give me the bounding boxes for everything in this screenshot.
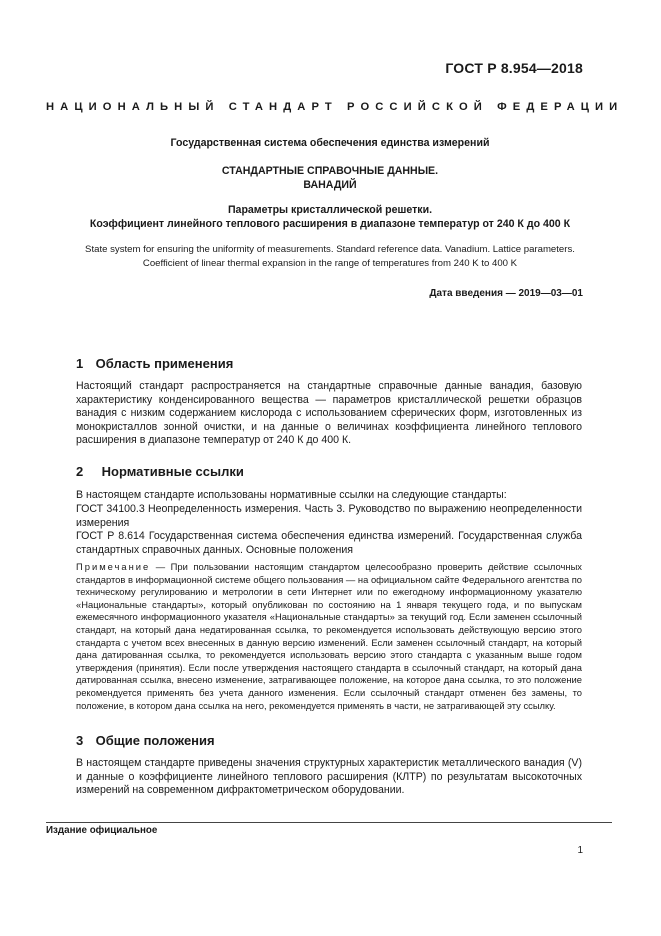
english-title-line-1: State system for ensuring the uniformity of measurements. Standard reference data. Vanadium. Lattice parameters. [85,244,575,255]
sub-title-line-2: Коэффициент линейного теплового расширения в диапазоне температур от 240 К до 400 К [89,218,571,230]
sub-title-line-1: Параметры кристаллической решетки. [227,204,433,216]
introduction-date: Дата введения — 2019—03—01 [429,288,583,299]
system-title: Государственная система обеспечения единства измерений [170,137,490,149]
footer-divider [46,822,612,823]
section-2-number: 2 [76,464,84,479]
sub-title [40,203,620,231]
section-1-heading [76,356,233,371]
reference-gost-34100-3: ГОСТ 34100.3 Неопределенность измерения. Часть 3. Руководство по выражению неопределенности измерения [76,503,582,529]
main-title-line-2: ВАНАДИЙ [303,179,357,191]
main-title-line-1: СТАНДАРТНЫЕ СПРАВОЧНЫЕ ДАННЫЕ. [221,165,439,177]
page-number: 1 [577,845,583,856]
document-code: ГОСТ Р 8.954—2018 [445,60,583,76]
section-3-text: В настоящем стандарте приведены значения структурных характеристик металлического ванадия (V) и данные о коэффициенте линейного теплового расширения (КЛТР) по результатам высокоточных измерений на современном дифрактометрическом оборудовании. [76,757,582,797]
main-title [40,164,620,192]
section-1-text [76,380,582,448]
section-2-title: Нормативные ссылки [101,464,244,479]
official-edition-label: Издание официальное [46,825,158,836]
section-3-number: 3 [76,733,84,748]
section-1-paragraph: Настоящий стандарт распространяется на стандартные справочные данные ванадия, базовую характеристику конденсированного вещества — параметров кристаллической решетки образцов ванадия с низким содержанием кислорода с использованием сферических форм, изготовленных из монокристаллов зонной очистки, и на данные о величинах коэффициента линейного теплового расширения в диапазоне температур от 240 К до 400 К. [76,380,582,447]
national-standard-banner: НАЦИОНАЛЬНЫЙ СТАНДАРТ РОССИЙСКОЙ ФЕДЕРАЦИИ [46,101,624,113]
section-2-note [76,561,582,712]
section-1-title: Область применения [95,356,234,371]
section-2-intro: В настоящем стандарте использованы нормативные ссылки на следующие стандарты: [76,489,507,501]
section-1-number: 1 [76,356,84,371]
reference-gost-r-8-614: ГОСТ Р 8.614 Государственная система обеспечения единства измерений. Государственная служба стандартных справочных данных. Основные положения [76,530,582,556]
english-title [40,243,620,270]
section-3-heading [76,733,215,748]
section-2-heading [76,464,244,479]
english-title-line-2: Coefficient of linear thermal expansion in the range of temperatures from 240 K to 400 K [142,257,518,269]
note-text: — При пользовании настоящим стандартом целесообразно проверить действие ссылочных стандартов в информационной системе общего пользования — на официальном сайте Федерального агентства по техническому регулированию и метрологии в сети Интернет или по ежегодному информационному указателю «Национальные стандарты», который опубликован по состоянию на 1 января текущего года, и по выпускам ежемесячного информационного указателя «Национальные стандарты» за текущий год. Если заменен ссылочный стандарт, на который дана недатированная ссылка, то рекомендуется использовать действующую версию этого стандарта с учетом всех внесенных в данную версию изменений. Если заменен ссылочный стандарт, на который дана датированная ссылка, то рекомендуется использовать версию этого стандарта с указанным выше годом утверждения (принятия). Если после утверждения настоящего стандарта в ссылочный стандарт, на который дана датированная ссылка, внесено изменение, затрагивающее положение, на которое дана ссылка, то это положение рекомендуется применять без учета данного изменения. Если ссылочный стандарт отменен без замены, то положение, в котором дана ссылка на него, рекомендуется применять в части, не затрагивающей эту ссылку. [76,561,582,711]
note-label: Примечание [76,561,151,572]
section-3-title: Общие положения [95,733,215,748]
